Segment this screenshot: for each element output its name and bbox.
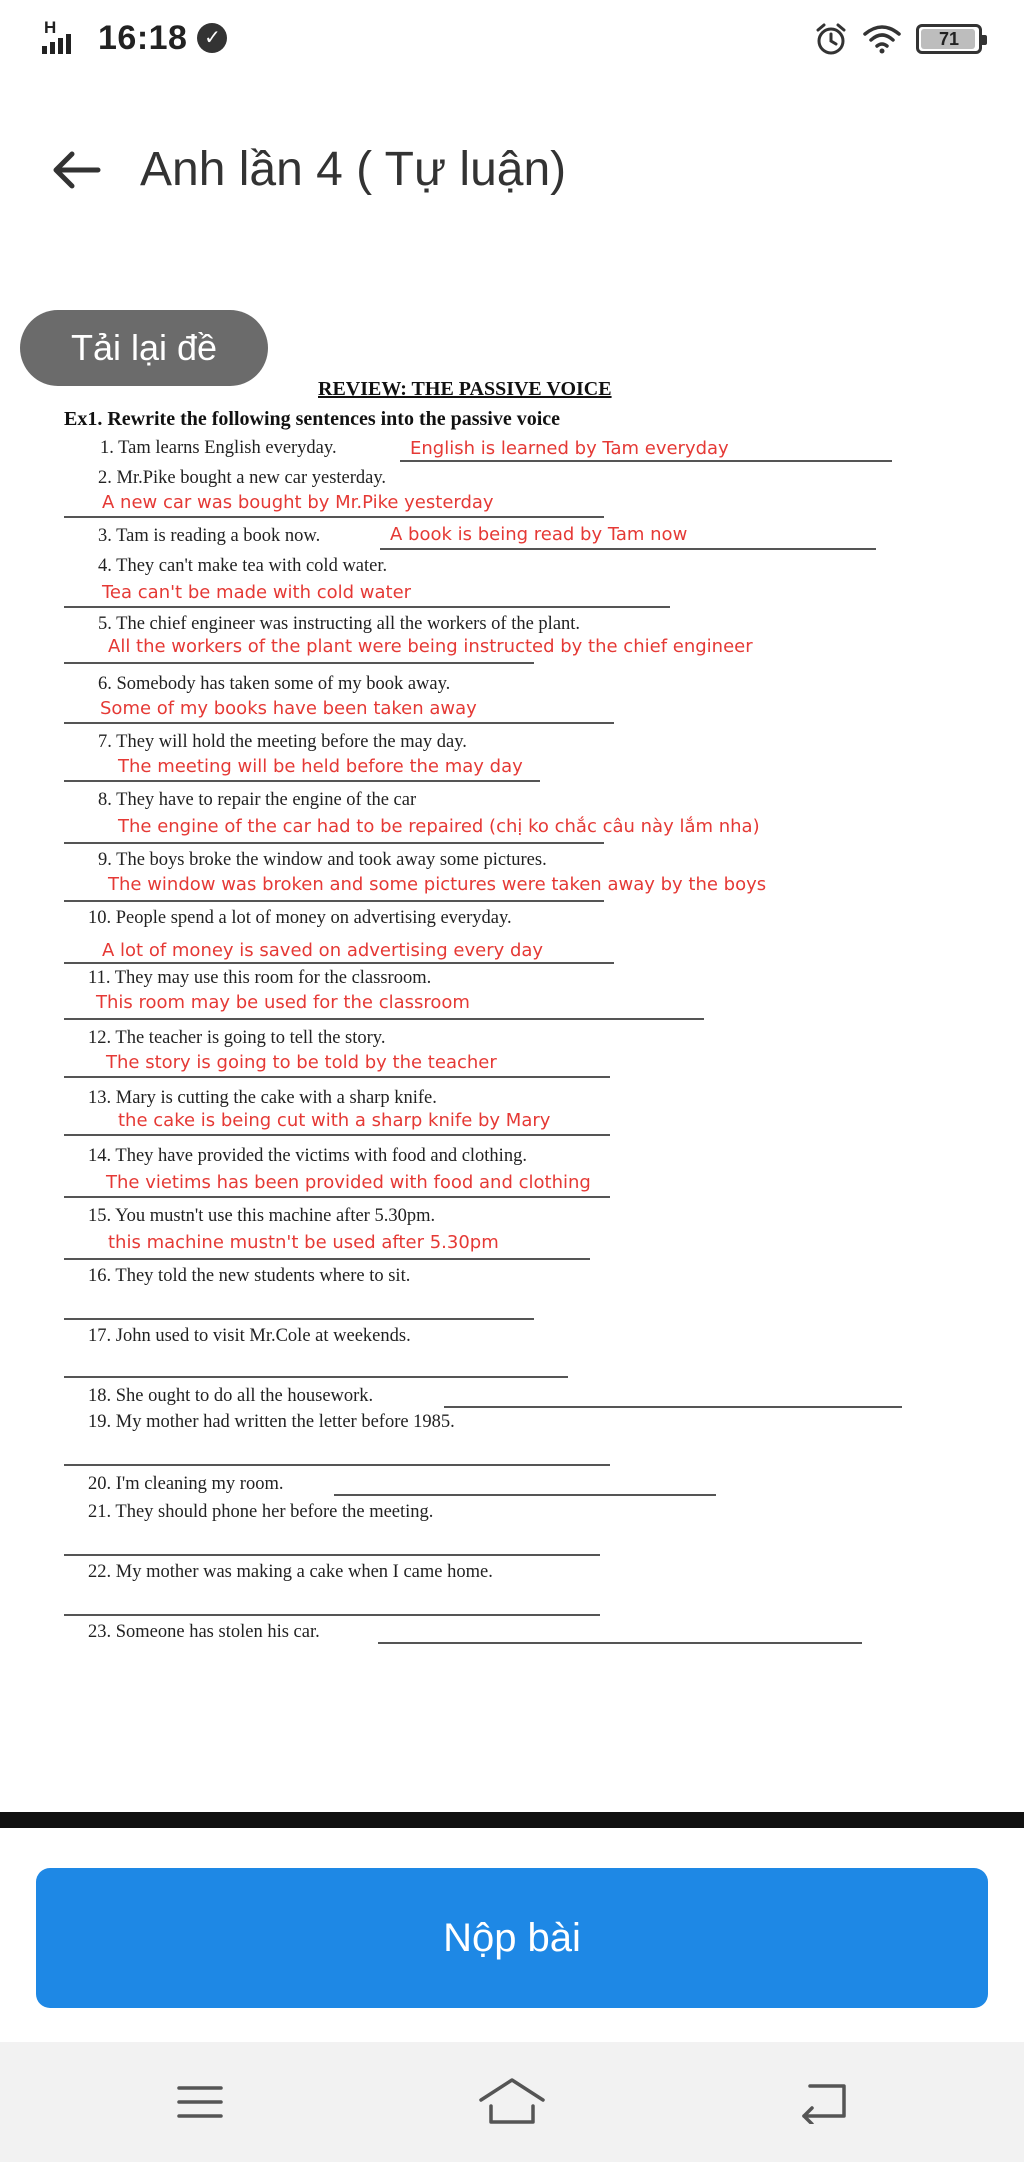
- answer-3: A book is being read by Tam now: [390, 524, 688, 545]
- status-right: [814, 22, 982, 56]
- status-left: [42, 18, 227, 58]
- question-16: 16. They told the new students where to sit.: [88, 1266, 411, 1286]
- answer-11: This room may be used for the classroom: [96, 992, 470, 1013]
- submit-button[interactable]: Nộp bài: [36, 1868, 988, 2008]
- question-21: 21. They should phone her before the meeting.: [88, 1502, 434, 1522]
- question-11: 11. They may use this room for the classroom.: [88, 968, 432, 988]
- battery-icon: [916, 24, 982, 54]
- question-12: 12. The teacher is going to tell the story.: [88, 1028, 386, 1048]
- answer-8: The engine of the car had to be repaired (chị ko chắc câu này lắm nha): [118, 816, 760, 837]
- back-nav-icon[interactable]: [784, 2072, 864, 2132]
- question-2: 2. Mr.Pike bought a new car yesterday.: [98, 468, 387, 488]
- answer-2: A new car was bought by Mr.Pike yesterday: [102, 492, 494, 513]
- question-5: 5. The chief engineer was instructing all the workers of the plant.: [98, 614, 581, 634]
- check-circle-icon: ✓: [197, 23, 227, 53]
- reload-exam-button[interactable]: Tải lại đề: [20, 310, 268, 386]
- question-20: 20. I'm cleaning my room.: [88, 1474, 284, 1494]
- answer-10: A lot of money is saved on advertising every day: [102, 940, 544, 961]
- question-8: 8. They have to repair the engine of the car: [98, 790, 417, 810]
- question-10: 10. People spend a lot of money on advertising everyday.: [88, 908, 512, 928]
- answer-4: Tea can't be made with cold water: [102, 582, 412, 603]
- question-7: 7. They will hold the meeting before the may day.: [98, 732, 467, 752]
- question-13: 13. Mary is cutting the cake with a sharp knife.: [88, 1088, 437, 1108]
- question-1: 1. Tam learns English everyday.: [100, 438, 337, 458]
- question-18: 18. She ought to do all the housework.: [88, 1386, 374, 1406]
- battery-level: 71: [938, 28, 960, 49]
- question-9: 9. The boys broke the window and took away some pictures.: [98, 850, 547, 870]
- menu-icon[interactable]: [160, 2072, 240, 2132]
- question-3: 3. Tam is reading a book now.: [98, 526, 321, 546]
- network-type: H: [44, 18, 57, 37]
- answer-14: The vietims has been provided with food and clothing: [106, 1172, 591, 1193]
- answer-15: this machine mustn't be used after 5.30pm: [108, 1232, 499, 1253]
- worksheet-title: REVIEW: THE PASSIVE VOICE: [318, 378, 612, 400]
- answer-5: All the workers of the plant were being instructed by the chief engineer: [108, 636, 753, 657]
- answer-1: English is learned by Tam everyday: [410, 438, 729, 459]
- home-icon[interactable]: [472, 2072, 552, 2132]
- question-6: 6. Somebody has taken some of my book away.: [98, 674, 451, 694]
- question-23: 23. Someone has stolen his car.: [88, 1622, 320, 1642]
- question-17: 17. John used to visit Mr.Cole at weekends.: [88, 1326, 411, 1346]
- arrow-left-icon[interactable]: [48, 148, 104, 192]
- question-22: 22. My mother was making a cake when I came home.: [88, 1562, 493, 1582]
- system-nav-bar: [0, 2042, 1024, 2162]
- answer-9: The window was broken and some pictures were taken away by the boys: [108, 874, 767, 895]
- worksheet-instruction: Ex1. Rewrite the following sentences into the passive voice: [64, 408, 561, 430]
- status-bar: [0, 0, 1024, 84]
- divider-bar: [0, 1812, 1024, 1828]
- question-4: 4. They can't make tea with cold water.: [98, 556, 388, 576]
- answer-7: The meeting will be held before the may day: [118, 756, 523, 777]
- signal-icon: [42, 18, 88, 58]
- answer-13: the cake is being cut with a sharp knife by Mary: [118, 1110, 551, 1131]
- question-19: 19. My mother had written the letter before 1985.: [88, 1412, 455, 1432]
- app-header: [0, 120, 1024, 220]
- wifi-icon: [862, 23, 902, 55]
- answer-6: Some of my books have been taken away: [100, 698, 477, 719]
- question-14: 14. They have provided the victims with food and clothing.: [88, 1146, 527, 1166]
- status-time: 16:18: [98, 18, 188, 57]
- question-15: 15. You mustn't use this machine after 5.30pm.: [88, 1206, 436, 1226]
- worksheet: [0, 370, 1024, 1650]
- page-title: Anh lần 4 ( Tự luận): [140, 143, 567, 196]
- answer-12: The story is going to be told by the teacher: [106, 1052, 497, 1073]
- alarm-icon: [814, 22, 848, 56]
